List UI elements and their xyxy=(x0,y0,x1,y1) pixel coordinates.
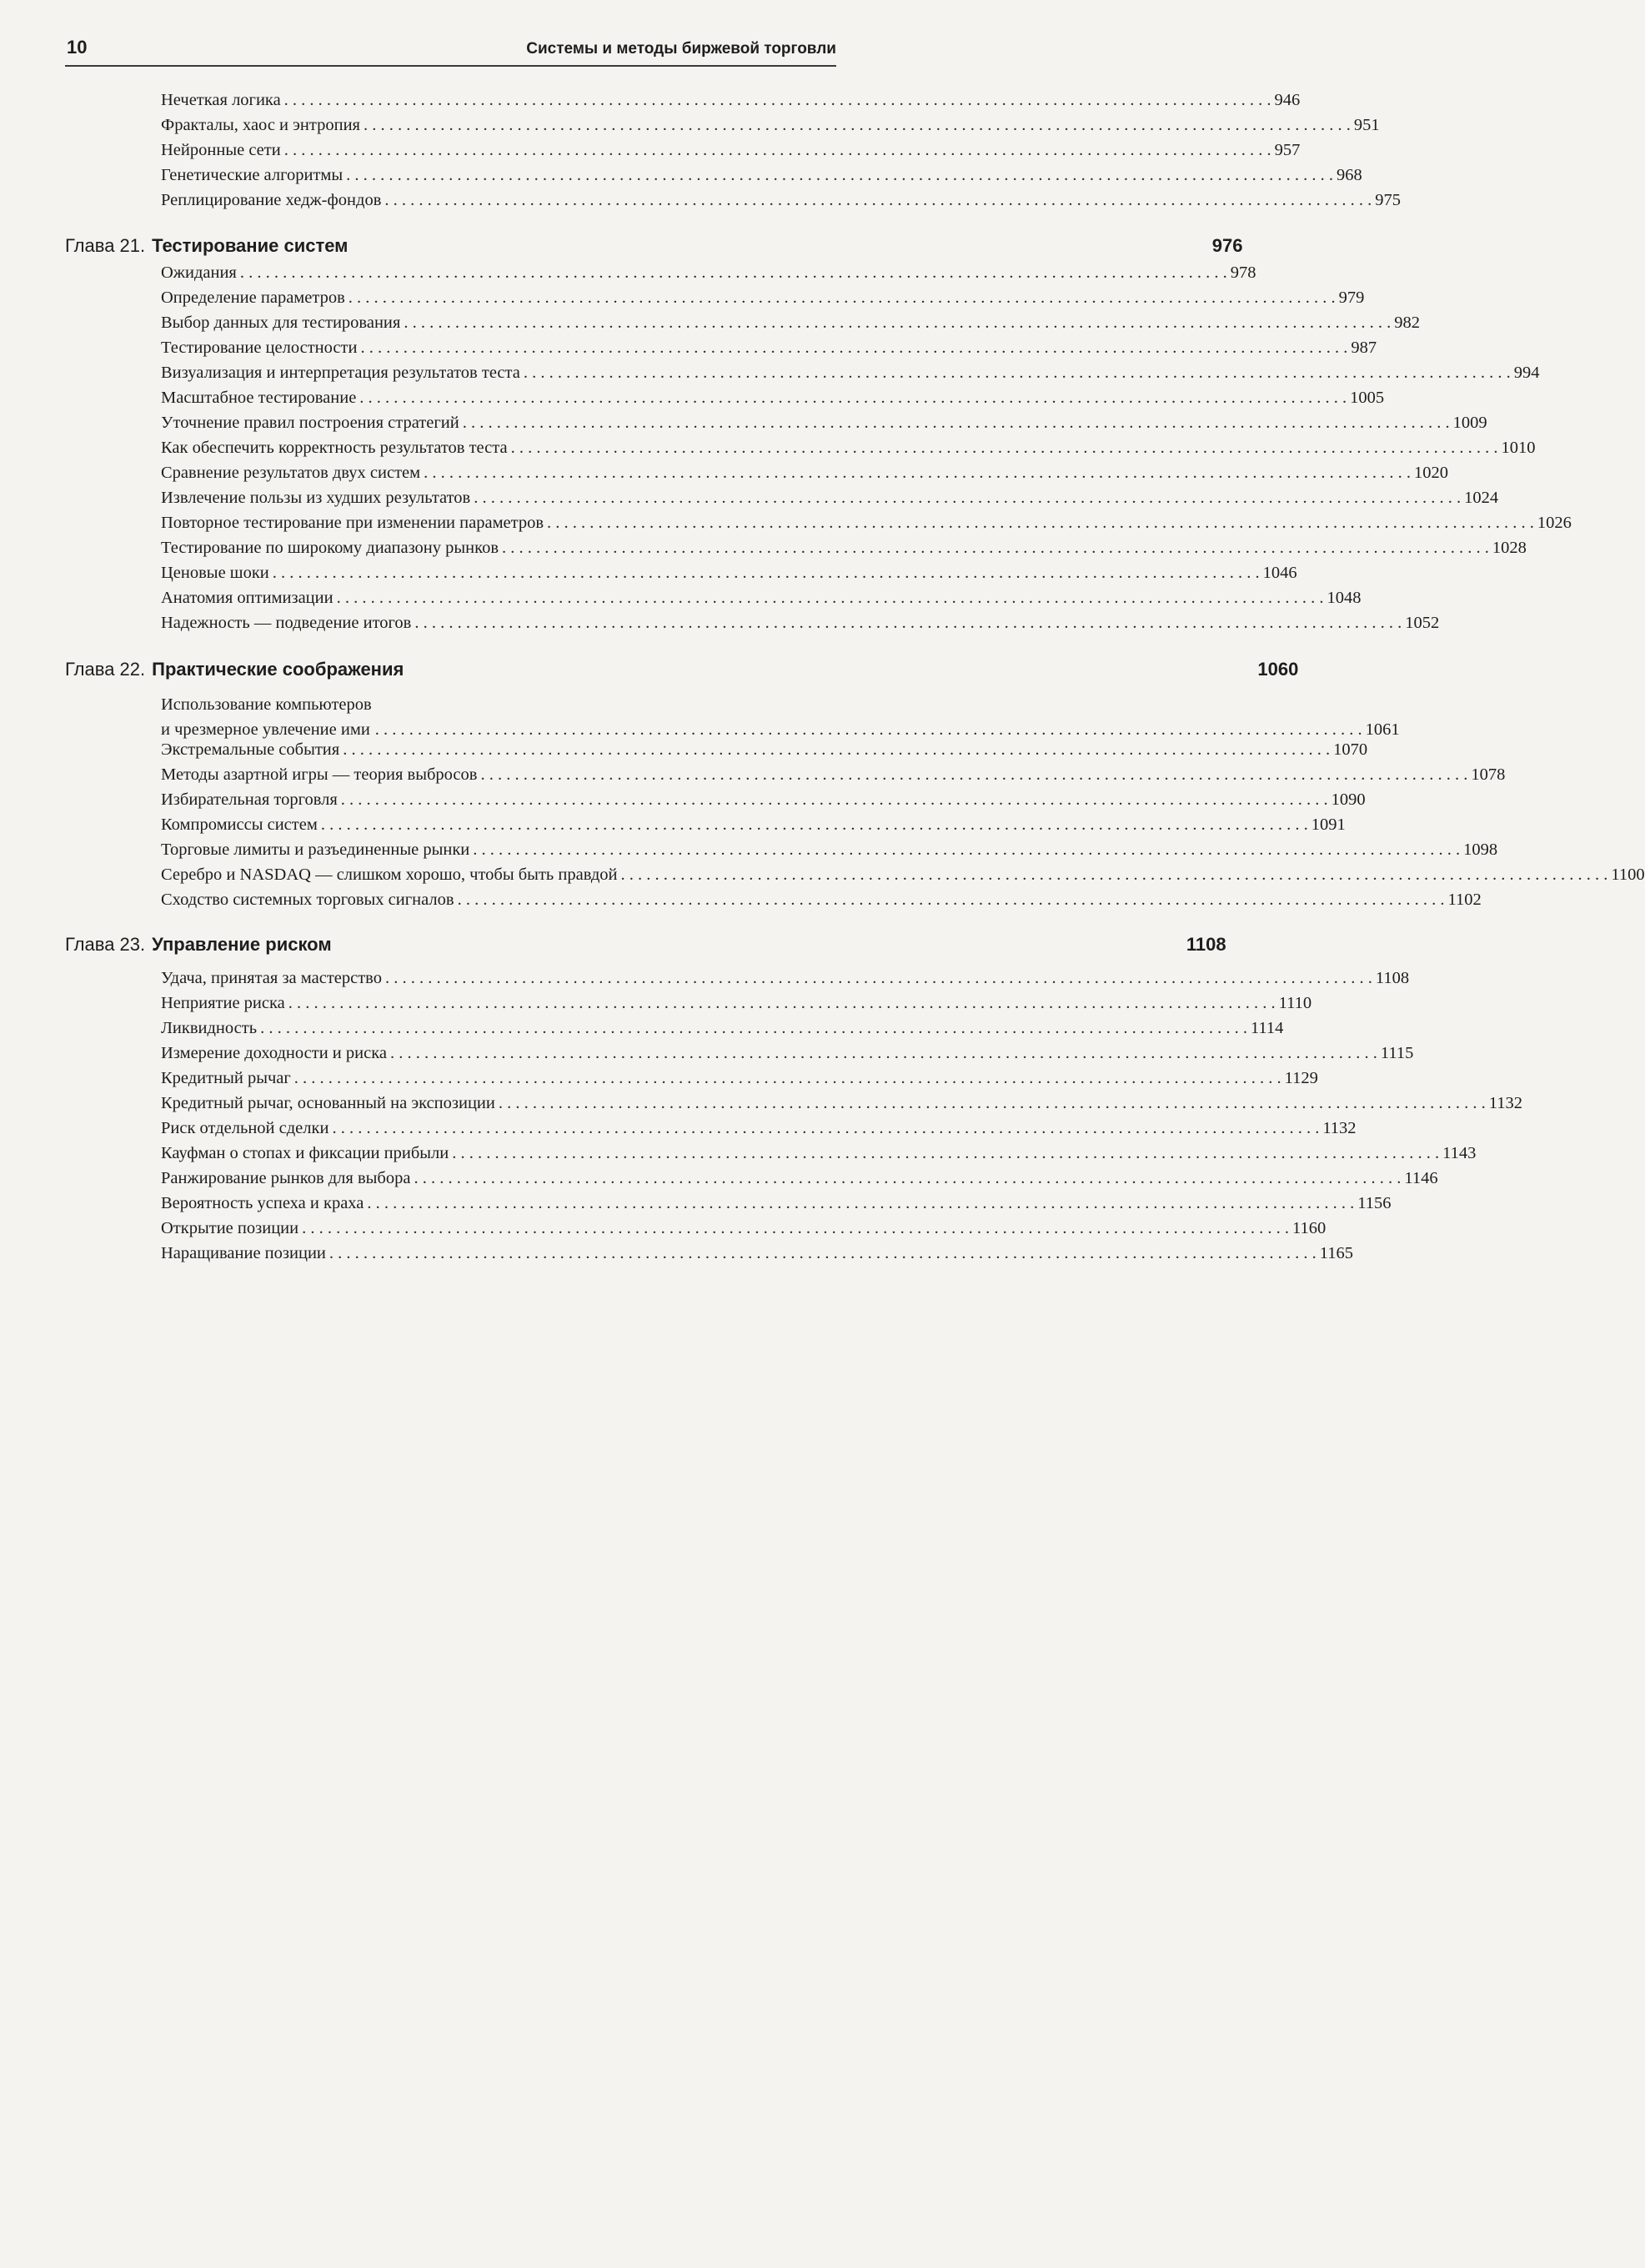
dot-leader xyxy=(390,1044,1377,1063)
dot-leader xyxy=(524,364,1511,383)
dot-leader xyxy=(480,765,1467,785)
section-title: Анатомия оптимизации xyxy=(161,589,334,607)
section-entry xyxy=(161,364,1540,383)
chapter-label: Глава 23. xyxy=(65,934,146,955)
section-entry xyxy=(161,1194,1392,1213)
section-page-number: 978 xyxy=(1230,263,1256,282)
chapter-title: Практические соображения xyxy=(152,659,404,680)
section-title: Визуализация и интерпретация результатов теста xyxy=(161,364,520,382)
section-entry xyxy=(161,141,1301,160)
section-page-number: 1010 xyxy=(1501,439,1536,457)
section-page-number: 1026 xyxy=(1537,514,1572,532)
section-title: Избирательная торговля xyxy=(161,790,338,809)
dot-leader xyxy=(547,514,1534,533)
section-page-number: 1009 xyxy=(1452,414,1487,432)
section-page-number: 1098 xyxy=(1463,840,1498,859)
section-page-number: 982 xyxy=(1394,314,1420,332)
section-entry xyxy=(161,1169,1438,1188)
section-entry xyxy=(161,969,1410,988)
section-entry xyxy=(161,994,1312,1013)
dot-leader xyxy=(414,1169,1401,1188)
section-page-number: 1048 xyxy=(1327,589,1362,607)
section-page-number: 1143 xyxy=(1442,1144,1477,1162)
section-title: Кредитный рычаг xyxy=(161,1069,291,1087)
section-title: Удача, принятая за мастерство xyxy=(161,969,382,987)
section-entry xyxy=(161,1119,1357,1138)
chapter-page-number: 976 xyxy=(1211,235,1243,256)
section-title: Определение параметров xyxy=(161,289,345,307)
section-title: Нечеткая логика xyxy=(161,91,281,109)
section-title: Ожидания xyxy=(161,263,237,282)
section-page-number: 1132 xyxy=(1488,1094,1522,1112)
section-page-number: 975 xyxy=(1375,191,1401,209)
section-entry xyxy=(161,614,1440,633)
section-page-number: 968 xyxy=(1337,166,1362,184)
section-entry xyxy=(161,1144,1477,1163)
section-page-number: 1115 xyxy=(1380,1044,1414,1062)
dot-leader xyxy=(288,994,1276,1013)
section-title: Методы азартной игры — теория выбросов xyxy=(161,765,478,784)
section-page-number: 1146 xyxy=(1404,1169,1438,1187)
section-title xyxy=(161,692,372,742)
section-page-number: 957 xyxy=(1274,141,1301,159)
section-title: Уточнение правил построения стратегий xyxy=(161,414,459,432)
section-title: Риск отдельной сделки xyxy=(161,1119,329,1137)
section-entry xyxy=(161,91,1301,110)
section-entry xyxy=(161,564,1297,583)
section-title: Масштабное тестирование xyxy=(161,389,357,407)
dot-leader xyxy=(384,191,1372,210)
section-entry xyxy=(161,891,1482,910)
dot-leader xyxy=(341,790,1328,810)
dot-leader xyxy=(302,1219,1289,1238)
chapter-title: Тестирование систем xyxy=(152,235,349,256)
section-entry xyxy=(161,514,1572,533)
section-title: Кауфман о стопах и фиксации прибыли xyxy=(161,1144,449,1162)
dot-leader xyxy=(621,866,1608,885)
dot-leader xyxy=(452,1144,1439,1163)
section-entry xyxy=(161,489,1499,508)
section-page-number: 1108 xyxy=(1375,969,1410,987)
section-title: Надежность — подведение итогов xyxy=(161,614,412,632)
section-page-number: 1046 xyxy=(1262,564,1297,582)
dot-leader xyxy=(499,1094,1486,1113)
dot-leader xyxy=(511,439,1498,458)
section-page-number: 1061 xyxy=(1365,720,1400,739)
dot-leader xyxy=(364,116,1351,135)
dot-leader xyxy=(284,91,1271,110)
section-title: Ранжирование рынков для выбора xyxy=(161,1169,411,1187)
section-entry xyxy=(161,389,1385,408)
section-entry xyxy=(161,289,1365,308)
dot-leader xyxy=(473,840,1460,860)
section-page-number: 1052 xyxy=(1405,614,1440,632)
section-title: Кредитный рычаг, основанный на экспозиции xyxy=(161,1094,495,1112)
section-entry xyxy=(161,339,1377,358)
section-entry xyxy=(161,116,1380,135)
running-title: Системы и методы биржевой торговли xyxy=(526,40,836,58)
section-page-number: 1090 xyxy=(1331,790,1366,809)
section-title: Открытие позиции xyxy=(161,1219,299,1237)
section-title: Фракталы, хаос и энтропия xyxy=(161,116,360,134)
section-entry xyxy=(161,191,1401,210)
section-title: Наращивание позиции xyxy=(161,1244,326,1262)
section-entry xyxy=(161,166,1362,185)
dot-leader xyxy=(329,1244,1317,1263)
dot-leader xyxy=(332,1119,1319,1138)
dot-leader xyxy=(284,141,1271,160)
section-entry xyxy=(161,1244,1354,1263)
section-title: Выбор данных для тестирования xyxy=(161,314,401,332)
section-title: Вероятность успеха и краха xyxy=(161,1194,364,1212)
section-page-number: 1114 xyxy=(1250,1019,1284,1037)
dot-leader xyxy=(240,263,1227,283)
section-title: Тестирование по широкому диапазону рынков xyxy=(161,539,499,557)
dot-leader xyxy=(458,891,1445,910)
section-entry xyxy=(161,765,1506,785)
section-page-number: 1020 xyxy=(1413,464,1448,482)
dot-leader xyxy=(349,289,1336,308)
chapter-label: Глава 22. xyxy=(65,659,146,680)
section-page-number: 1070 xyxy=(1333,740,1368,759)
section-page-number: 1091 xyxy=(1311,815,1346,834)
dot-leader xyxy=(414,614,1402,633)
section-page-number: 987 xyxy=(1351,339,1377,357)
section-entry xyxy=(161,539,1527,558)
section-entry xyxy=(161,1094,1522,1113)
dot-leader xyxy=(359,389,1347,408)
section-entry xyxy=(161,1219,1327,1238)
section-title: Торговые лимиты и разъединенные рынки xyxy=(161,840,470,859)
section-title: Сходство системных торговых сигналов xyxy=(161,891,454,909)
section-page-number: 1024 xyxy=(1464,489,1499,507)
section-title: Тестирование целостности xyxy=(161,339,358,357)
dot-leader xyxy=(375,717,1362,742)
section-entry xyxy=(161,790,1366,810)
section-title: Генетические алгоритмы xyxy=(161,166,344,184)
section-page-number: 951 xyxy=(1353,116,1380,134)
section-page-number: 994 xyxy=(1513,364,1540,382)
section-entry xyxy=(161,692,1400,742)
dot-leader xyxy=(260,1019,1247,1038)
dot-leader xyxy=(502,539,1489,558)
dot-leader xyxy=(273,564,1260,583)
section-title: Компромиссы систем xyxy=(161,815,318,834)
section-page-number: 1110 xyxy=(1278,994,1312,1012)
section-page-number: 979 xyxy=(1338,289,1365,307)
chapter-page-number: 1060 xyxy=(1257,659,1299,680)
dot-leader xyxy=(474,489,1461,508)
section-entry xyxy=(161,263,1256,283)
section-entry xyxy=(161,439,1536,458)
section-entry xyxy=(161,1044,1414,1063)
section-entry xyxy=(161,589,1362,608)
dot-leader xyxy=(321,815,1308,835)
page-number: 10 xyxy=(67,37,88,58)
dot-leader xyxy=(463,414,1450,433)
section-page-number: 1100 xyxy=(1611,866,1645,884)
section-entry xyxy=(161,866,1645,885)
section-title: Неприятие риска xyxy=(161,994,285,1012)
section-page-number: 1005 xyxy=(1350,389,1385,407)
section-title-line-2: и чрезмерное увлечение ими xyxy=(161,720,370,739)
section-title: Извлечение пользы из худших результатов xyxy=(161,489,471,507)
dot-leader xyxy=(346,166,1333,185)
section-title: Экстремальные события xyxy=(161,740,340,759)
page-header xyxy=(65,37,836,67)
section-title: Сравнение результатов двух систем xyxy=(161,464,421,482)
chapter-title: Управление риском xyxy=(152,934,332,955)
section-entry xyxy=(161,1069,1318,1088)
section-title: Измерение доходности и риска xyxy=(161,1044,387,1062)
dot-leader xyxy=(337,589,1324,608)
section-page-number: 1129 xyxy=(1284,1069,1318,1087)
dot-leader xyxy=(404,314,1391,333)
section-page-number: 1028 xyxy=(1492,539,1527,557)
section-title: Ценовые шоки xyxy=(161,564,269,582)
dot-leader xyxy=(385,969,1372,988)
section-title: Реплицирование хедж-фондов xyxy=(161,191,382,209)
section-entry xyxy=(161,314,1420,333)
section-page-number: 1132 xyxy=(1322,1119,1357,1137)
dot-leader xyxy=(424,464,1411,483)
section-entry xyxy=(161,840,1498,860)
chapter-label: Глава 21. xyxy=(65,235,146,256)
section-page-number: 1165 xyxy=(1319,1244,1354,1262)
dot-leader xyxy=(367,1194,1354,1213)
dot-leader xyxy=(360,339,1347,358)
section-title: Как обеспечить корректность результатов теста xyxy=(161,439,508,457)
section-title: Повторное тестирование при изменении параметров xyxy=(161,514,544,532)
chapter-page-number: 1108 xyxy=(1186,934,1226,955)
section-page-number: 1102 xyxy=(1447,891,1482,909)
section-title: Ликвидность xyxy=(161,1019,258,1037)
section-entry xyxy=(161,464,1448,483)
dot-leader xyxy=(294,1069,1281,1088)
section-title-line-1: Использование компьютеров xyxy=(161,695,372,714)
section-entry xyxy=(161,815,1346,835)
section-entry xyxy=(161,1019,1284,1038)
section-entry xyxy=(161,740,1368,760)
dot-leader xyxy=(343,740,1330,760)
section-page-number: 1156 xyxy=(1357,1194,1392,1212)
section-page-number: 1078 xyxy=(1471,765,1506,784)
section-title: Нейронные сети xyxy=(161,141,281,159)
section-page-number: 1160 xyxy=(1291,1219,1327,1237)
section-entry xyxy=(161,414,1487,433)
section-title: Серебро и NASDAQ — слишком хорошо, чтобы быть правдой xyxy=(161,866,618,884)
section-page-number: 946 xyxy=(1274,91,1301,109)
